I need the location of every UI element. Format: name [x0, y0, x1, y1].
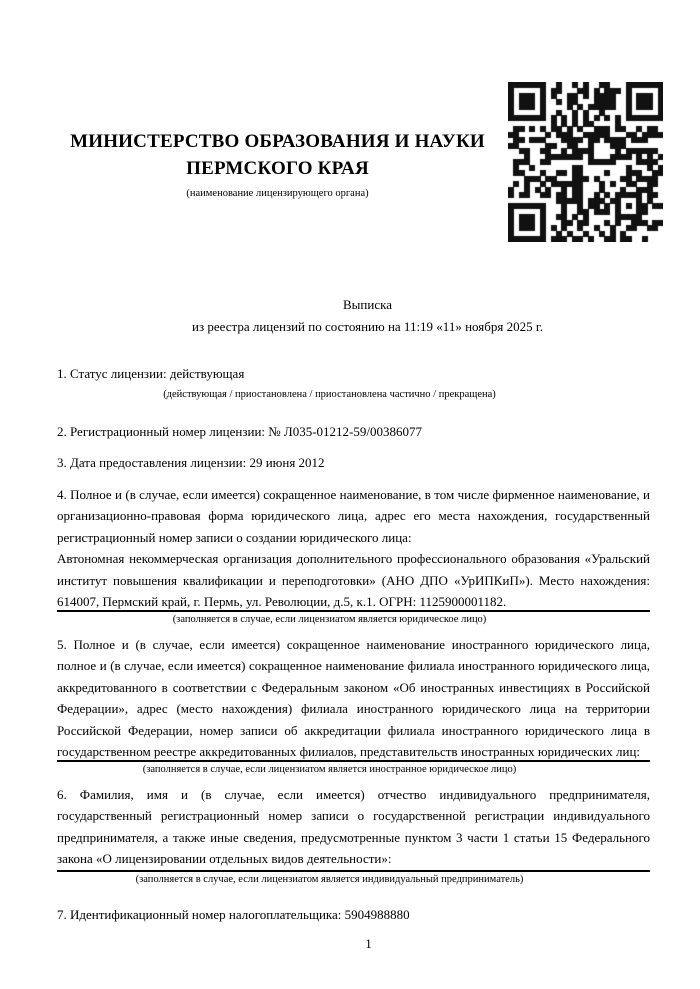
document-body — [0, 294, 700, 955]
item-1-license-status: 1. Статус лицензии: действующая — [57, 366, 245, 381]
item-5-caption: (заполняется в случае, если лицензиатом является иностранное юридическое лицо) — [142, 763, 517, 775]
qr-code-canvas — [508, 82, 663, 242]
ministry-name-line2: ПЕРМСКОГО КРАЯ — [186, 158, 369, 179]
item-2-registration-number: 2. Регистрационный номер лицензии: № Л035-01212-59/00386077 — [57, 423, 423, 439]
item-6-caption: (заполняется в случае, если лицензиатом является индивидуальный предприниматель) — [135, 873, 524, 885]
qr-code-icon — [508, 82, 663, 242]
item-4-answer: Автономная некоммерческая организация дополнительного профессионального образования «Уральский институт повышения квалификации и переподготовки» (АНО ДПО «УрИПКиП»). Место нахождения: 614007, Пермский край, г. Пермь, ул. Революции, д.5, к.1. ОГРН: 1125900001182. — [57, 551, 650, 609]
licensing-authority-caption: (наименование лицензирующего органа) — [186, 188, 369, 199]
licensing-authority-block — [15, 128, 540, 200]
item-1-caption: (действующая / приостановлена / приостановлена частично / прекращена) — [163, 388, 496, 400]
page-number: 1 — [365, 936, 372, 951]
item-5-question: 5. Полное и (в случае, если имеется) сокращенное наименование иностранного юридического лица, полное и (в случае, если имеется) сокращенное наименование филиала иностранного юридического лица, аккредитованного в соответствии с Федеральным законом «Об иностранных инвестициях в Российской Федерации», адрес (место нахождения) филиала иностранного юридического лица на территории Российской Федерации, номер записи об аккредитации филиала иностранного юридического лица в государственном реестре аккредитованных филиалов, представительств иностранных юридических лиц: — [57, 636, 650, 759]
document-title — [57, 294, 650, 337]
ministry-name-line1: МИНИСТЕРСТВО ОБРАЗОВАНИЯ И НАУКИ — [70, 131, 485, 152]
item-6-question: 6. Фамилия, имя и (в случае, если имеется) отчество индивидуального предпринимателя, государственный регистрационный номер записи о государственной регистрации индивидуального предпринимателя, а также иные сведения, предусмотренные пунктом 3 части 1 статьи 15 Федерального закона «О лицензировании отдельных видов деятельности»: — [57, 786, 650, 866]
item-6-rule — [57, 870, 650, 872]
item-7-taxpayer-number: 7. Идентификационный номер налогоплательщика: 5904988880 — [57, 906, 410, 922]
title-line2: из реестра лицензий по состоянию на 11:19 «11» ноября 2025 г. — [192, 318, 543, 334]
item-3-grant-date: 3. Дата предоставления лицензии: 29 июня 2012 — [57, 455, 325, 470]
item-4-question: 4. Полное и (в случае, если имеется) сокращенное наименование, в том числе фирменное наименование, и организационно-правовая форма юридического лица, адрес его места нахождения, государственный регистрационный номер записи о создании юридического лица: — [57, 486, 650, 545]
title-line1: Выписка — [343, 297, 392, 312]
item-4-caption: (заполняется в случае, если лицензиатом является юридическое лицо) — [172, 613, 487, 625]
document-header — [0, 0, 700, 250]
